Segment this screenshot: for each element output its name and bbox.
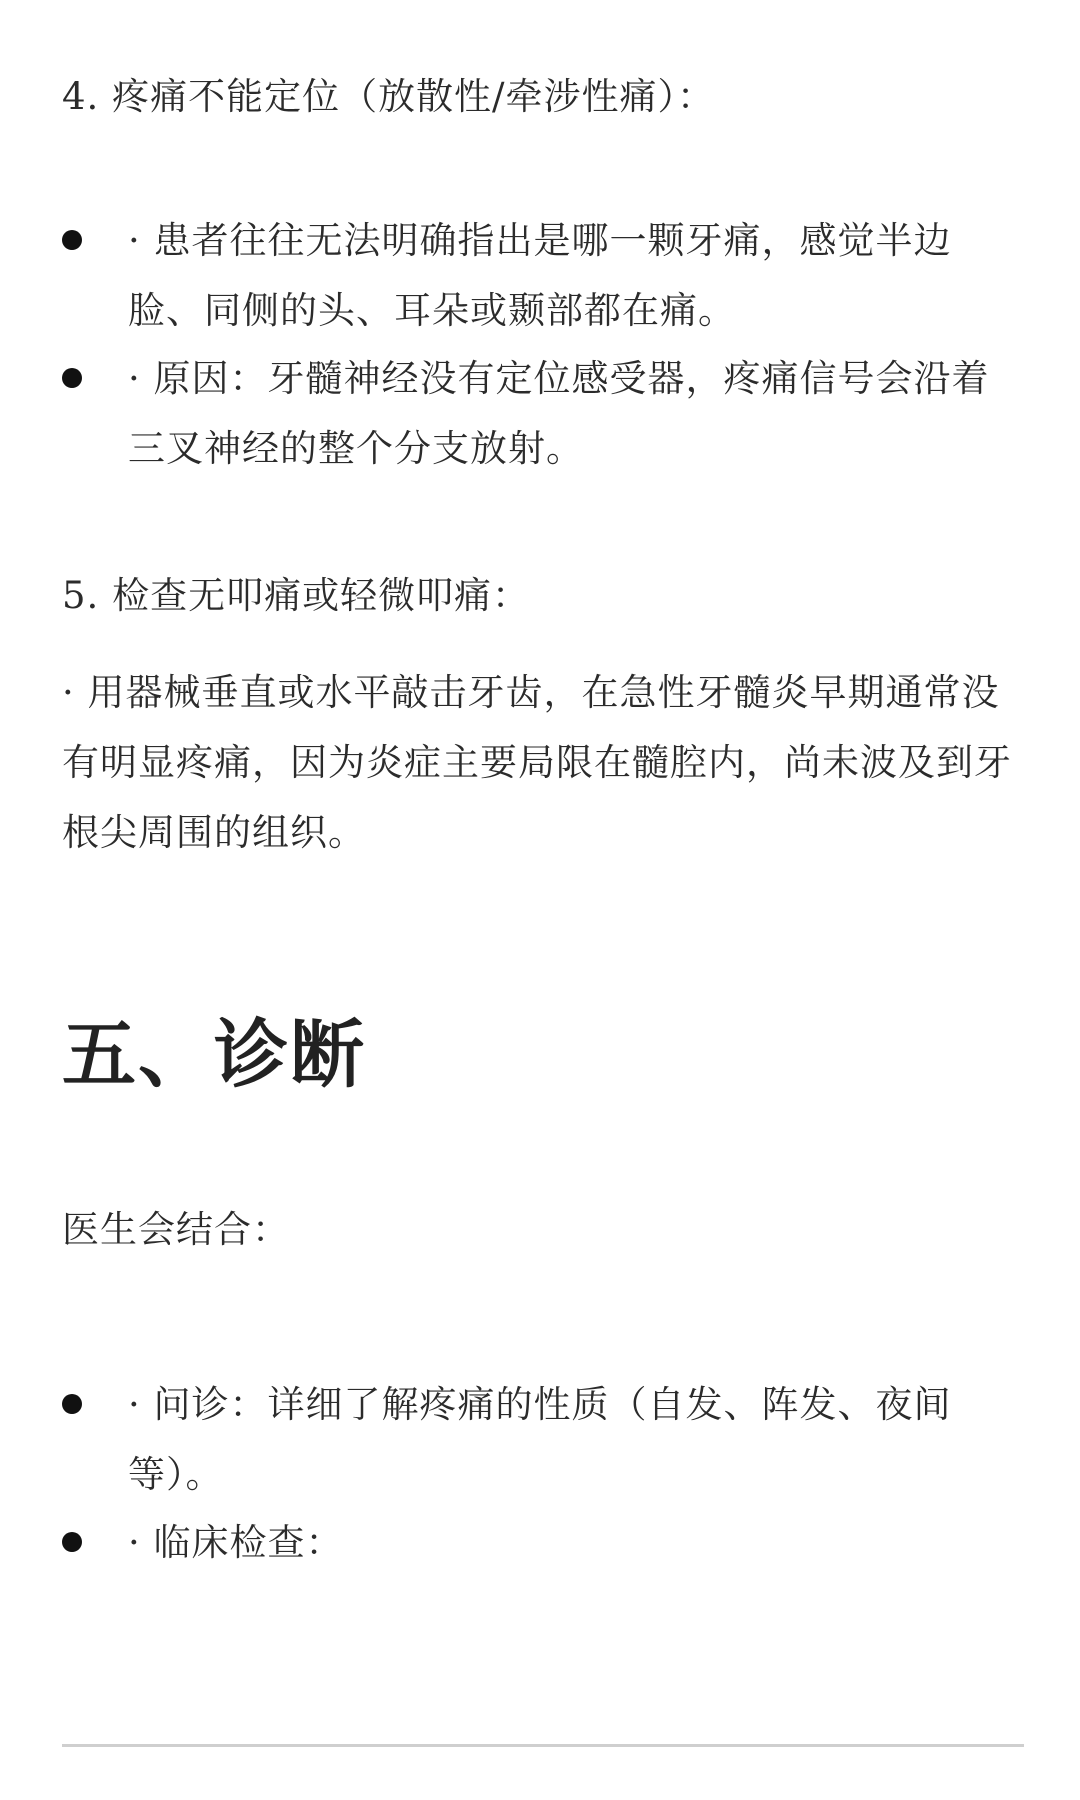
list-item-text: · 临床检查：	[128, 1521, 344, 1564]
list-item-text: · 问诊：详细了解疼痛的性质（自发、阵发、夜间等）。	[128, 1383, 952, 1496]
divider	[62, 1744, 1024, 1747]
bullet-icon	[62, 1394, 82, 1414]
list-item-text: · 患者往往无法明确指出是哪一颗牙痛，感觉半边脸、同侧的头、耳朵或颞部都在痛。	[128, 219, 952, 332]
section5-heading: 5. 检查无叩痛或轻微叩痛：	[62, 574, 531, 617]
bullet-icon	[62, 230, 82, 250]
list-item-text: · 原因：牙髓神经没有定位感受器，疼痛信号会沿着三叉神经的整个分支放射。	[128, 357, 990, 470]
bullet-icon	[62, 1532, 82, 1552]
section4-heading: 4. 疼痛不能定位（放散性/牵涉性痛）：	[62, 75, 716, 118]
list-item	[62, 206, 1024, 346]
list-item	[62, 1508, 1024, 1578]
list-item	[62, 344, 1024, 484]
diagnosis-intro: 医生会结合：	[62, 1208, 290, 1251]
list-item	[62, 1370, 1024, 1510]
section5-body: · 用器械垂直或水平敲击牙齿，在急性牙髓炎早期通常没有明显疼痛，因为炎症主要局限在髓腔内，尚未波及到牙根尖周围的组织。	[62, 671, 1012, 854]
bullet-icon	[62, 368, 82, 388]
section-title: 五、诊断	[62, 1012, 366, 1098]
